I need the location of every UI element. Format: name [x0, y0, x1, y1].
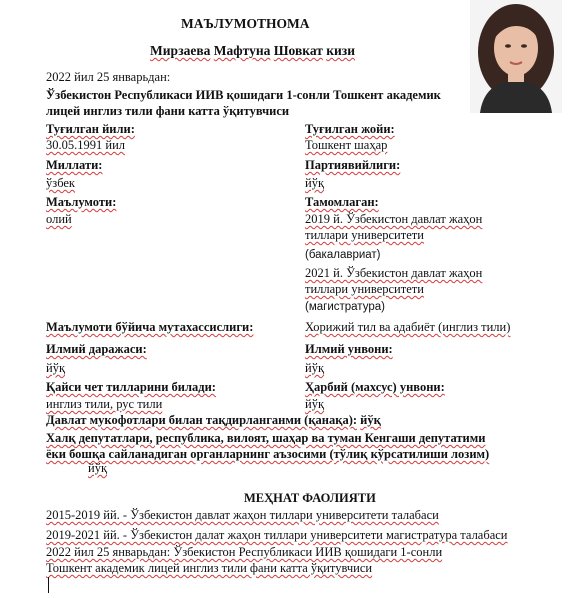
graduated-2-line-2: тиллари университети — [305, 282, 424, 296]
work-entry-1: 2015-2019 йй. - Ўзбекистон давлат жаҳон тиллари университети талабаси — [46, 508, 439, 522]
name-suffix: кизи — [326, 43, 356, 58]
education-label: Маълумоти: — [46, 195, 117, 209]
birth-year-value: 30.05.1991 йил — [46, 138, 125, 152]
languages-value: инглиз тили, рус тили — [46, 397, 163, 411]
awards-value: йўқ — [360, 413, 381, 427]
graduated-label: Тамомлаган: — [305, 195, 379, 209]
work-heading: МЕҲНАТ ФАОЛИЯТИ — [244, 491, 376, 505]
military-label: Ҳарбий (махсус) унвони: — [305, 380, 445, 394]
work-entry-3-line-2: Тошкент академик лицей инглиз тили фани катта ўқитувчиси — [46, 561, 373, 575]
since-date: 2022 йил 25 январьдан: — [46, 70, 171, 84]
work-entry-3-line-1: 2022 йил 25 январьдан: Ўзбекистон Республикаси ИИВ қошидаги 1-сонли — [46, 545, 443, 559]
work-entry-2: 2019-2021 йй. - Ўзбекистон далат жаҳон тиллари университети магистратура талабаси — [46, 528, 508, 542]
birth-place-value: Тошкент шаҳар — [305, 138, 388, 152]
awards-label: Давлат мукофотлари билан тақдирланганми (қанақа): — [46, 413, 358, 427]
portrait-photo — [470, 0, 562, 113]
education-value: олий — [46, 212, 72, 226]
nationality-label: Миллати: — [46, 158, 103, 172]
nationality-value: ўзбек — [46, 176, 76, 190]
graduated-1-line-1: 2019 й. Ўзбекистон давлат жаҳон — [305, 212, 483, 226]
deputy-line-1: Халқ депутатлари, республика, вилоят, шаҳар ва туман Кенгаши депутатими — [46, 431, 486, 445]
graduated-2-note: (магистратура) — [305, 301, 385, 313]
birth-year-label: Туғилган йили: — [46, 122, 135, 136]
first-name: Мафтуна — [213, 43, 271, 58]
specialty-value: Хорижий тил ва адабиёт (инглиз тили) — [305, 320, 511, 334]
position-line-1: Ўзбекистон Республикаси ИИВ қошидаги 1-сонли Тошкент академик — [46, 88, 441, 102]
party-label: Партиявийлиги: — [305, 158, 401, 172]
languages-label: Қайси чет тилларини билади: — [46, 380, 216, 394]
rank-value: йўқ — [305, 361, 325, 375]
document-title: МАЪЛУМОТНОМА — [181, 16, 310, 31]
military-value: йўқ — [305, 397, 325, 411]
rank-label: Илмий унвони: — [305, 342, 393, 356]
position-line-2: лицей инглиз тили фани катта ўқитувчиси — [46, 104, 290, 118]
patronymic: Шовкат — [273, 43, 323, 58]
deputy-value: йўқ — [88, 461, 108, 475]
degree-label: Илмий даражаси: — [46, 342, 147, 356]
awards-row — [46, 413, 381, 428]
degree-value: йўқ — [46, 361, 66, 375]
graduated-1-line-2: тиллари университети — [305, 228, 424, 242]
party-value: йўқ — [305, 176, 325, 190]
graduated-1-note: (бакалавриат) — [305, 249, 381, 261]
birth-place-label: Туғилган жойи: — [305, 122, 395, 136]
full-name — [150, 43, 355, 58]
specialty-label: Маълумоти бўйича мутахассислиги: — [46, 320, 254, 334]
text-cursor[interactable] — [48, 577, 49, 593]
surname: Мирзаева — [150, 43, 211, 58]
deputy-line-2: ёки бошқа сайланадиган органларнинг аъзосими (тўлиқ кўрсатилиши лозим) — [46, 447, 490, 461]
graduated-2-line-1: 2021 й. Ўзбекистон давлат жаҳон — [305, 266, 483, 280]
